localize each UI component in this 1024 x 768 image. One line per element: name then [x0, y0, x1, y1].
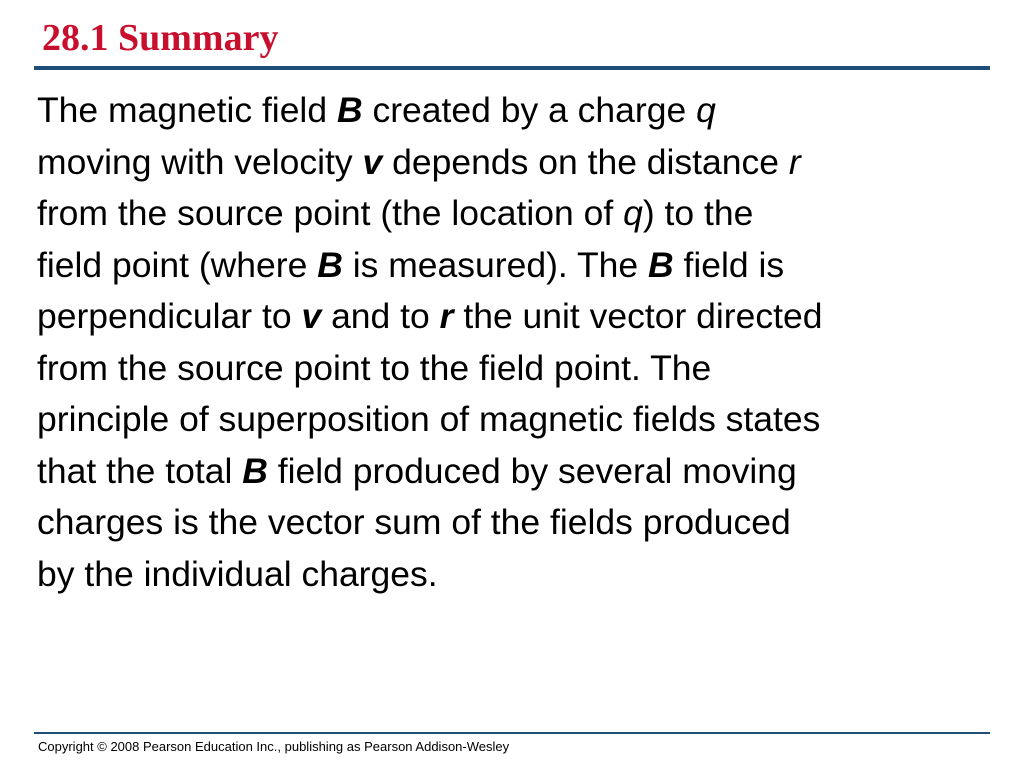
vector-symbol: B	[336, 90, 363, 130]
paragraph-line	[37, 85, 997, 137]
paragraph-line	[37, 188, 997, 240]
paragraph-line	[37, 343, 997, 395]
text-run: depends on the distance	[382, 141, 789, 182]
text-run: charges is the vector sum of the fields produced	[37, 502, 791, 542]
paragraph-line	[37, 497, 997, 549]
scalar-symbol: q	[623, 193, 643, 233]
text-run: from the source point (the location of	[37, 193, 624, 233]
vector-symbol: B	[317, 244, 343, 285]
text-run: the unit vector directed	[453, 296, 823, 336]
paragraph-line	[37, 291, 997, 343]
text-run: principle of superposition of magnetic fields states	[37, 399, 821, 439]
vector-symbol: r	[439, 296, 454, 336]
vector-symbol: B	[648, 244, 674, 285]
paragraph-line	[37, 394, 997, 446]
text-run: ) to the	[642, 193, 754, 233]
text-run: The magnetic field	[37, 90, 337, 130]
vector-symbol: B	[242, 450, 268, 491]
scalar-symbol: r	[788, 141, 801, 182]
paragraph-line	[37, 549, 997, 601]
text-run: and to	[321, 296, 440, 336]
text-run: perpendicular to	[37, 296, 302, 336]
slide-title: 28.1 Summary	[42, 17, 279, 59]
vector-symbol: v	[362, 141, 383, 182]
text-run: from the source point to the field point. The	[37, 347, 712, 388]
paragraph-line	[37, 446, 997, 498]
footer-divider	[34, 732, 990, 734]
text-run: field produced by several moving	[267, 450, 797, 491]
paragraph-line	[37, 240, 997, 292]
text-run: moving with velocity	[37, 141, 363, 182]
copyright-notice: Copyright © 2008 Pearson Education Inc., publishing as Pearson Addison-Wesley	[38, 739, 510, 754]
text-run: by the individual charges.	[37, 553, 438, 594]
text-run: field point (where	[37, 244, 318, 285]
title-divider	[34, 66, 990, 70]
summary-paragraph	[37, 85, 997, 600]
scalar-symbol: q	[696, 90, 716, 130]
vector-symbol: v	[301, 296, 322, 336]
text-run: that the total	[37, 450, 243, 491]
paragraph-line	[37, 137, 997, 189]
text-run: is measured). The	[342, 244, 649, 285]
text-run: created by a charge	[362, 90, 697, 130]
text-run: field is	[673, 244, 785, 285]
